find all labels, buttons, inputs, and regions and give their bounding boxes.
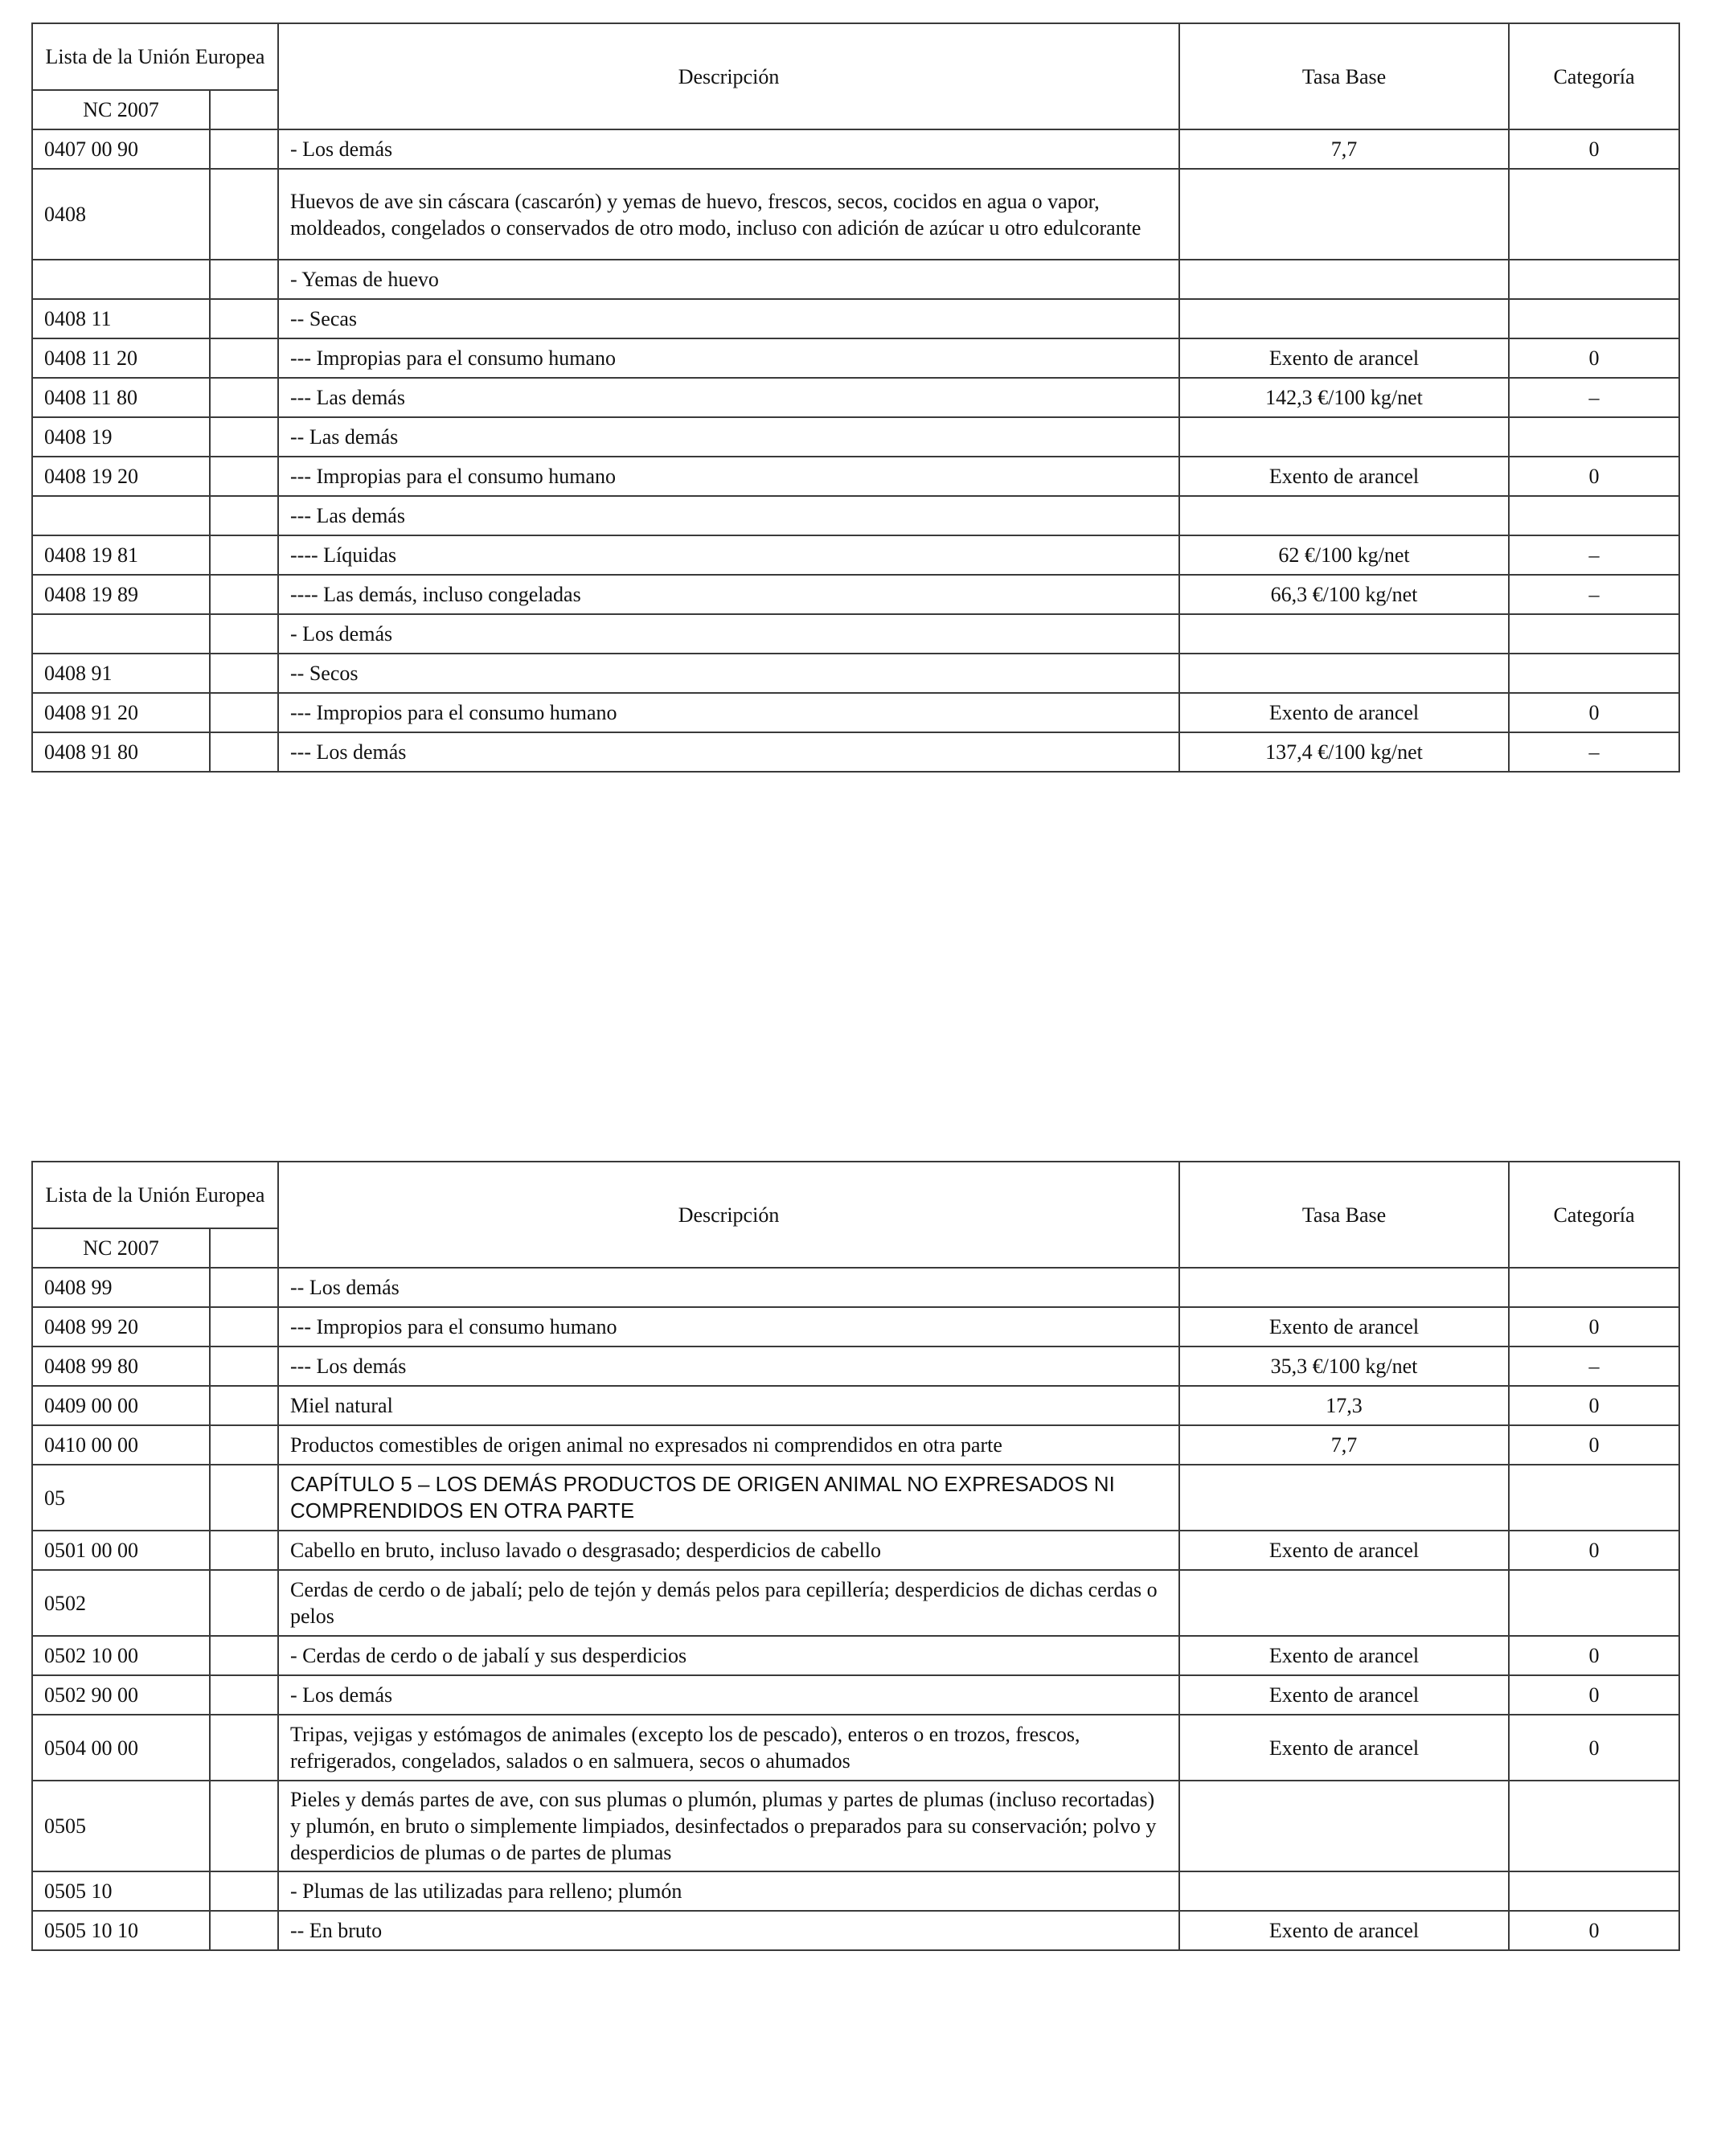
category-cell: – — [1509, 732, 1679, 772]
code-cell: 0408 19 — [32, 417, 210, 457]
code-cell: 0410 00 00 — [32, 1425, 210, 1465]
description-cell: Miel natural — [278, 1386, 1179, 1425]
code-cell — [32, 614, 210, 654]
category-cell — [1509, 260, 1679, 299]
code-cell: 0504 00 00 — [32, 1715, 210, 1781]
table-row — [32, 1346, 1679, 1386]
description-cell: --- Las demás — [278, 496, 1179, 535]
description-cell: Huevos de ave sin cáscara (cascarón) y yemas de huevo, frescos, secos, cocidos en agua o vapor, moldeados, congelados o conservados de otro modo, incluso con adición de azúcar u otro edulcorante — [278, 169, 1179, 260]
table-row — [32, 1781, 1679, 1871]
code-cell: 0408 91 — [32, 654, 210, 693]
rate-cell: 142,3 €/100 kg/net — [1179, 378, 1509, 417]
rate-cell — [1179, 260, 1509, 299]
description-cell: --- Impropias para el consumo humano — [278, 338, 1179, 378]
rate-cell: 62 €/100 kg/net — [1179, 535, 1509, 575]
description-cell: - Cerdas de cerdo o de jabalí y sus desperdicios — [278, 1636, 1179, 1675]
description-cell: - Los demás — [278, 1675, 1179, 1715]
table-row — [32, 535, 1679, 575]
blank-cell — [210, 1715, 278, 1781]
blank-cell — [210, 1425, 278, 1465]
category-cell — [1509, 1465, 1679, 1531]
category-cell: 0 — [1509, 1715, 1679, 1781]
description-cell: - Yemas de huevo — [278, 260, 1179, 299]
tariff-table-1 — [31, 23, 1680, 773]
rate-cell — [1179, 654, 1509, 693]
description-cell: -- En bruto — [278, 1911, 1179, 1950]
table-row — [32, 693, 1679, 732]
tariff-table-2 — [31, 1161, 1680, 1951]
table-row — [32, 299, 1679, 338]
category-cell — [1509, 299, 1679, 338]
blank-cell — [210, 496, 278, 535]
code-cell: 0505 — [32, 1781, 210, 1871]
category-cell: 0 — [1509, 1531, 1679, 1570]
header-category: Categoría — [1509, 23, 1679, 129]
description-cell: -- Secas — [278, 299, 1179, 338]
table-row — [32, 338, 1679, 378]
category-cell — [1509, 169, 1679, 260]
code-cell: 0408 19 81 — [32, 535, 210, 575]
table-row — [32, 1531, 1679, 1570]
table-row — [32, 1636, 1679, 1675]
rate-cell — [1179, 1570, 1509, 1636]
blank-cell — [210, 378, 278, 417]
table-row — [32, 614, 1679, 654]
blank-cell — [210, 732, 278, 772]
description-cell: --- Las demás — [278, 378, 1179, 417]
table-row — [32, 260, 1679, 299]
table-row — [32, 1871, 1679, 1911]
rate-cell — [1179, 1781, 1509, 1871]
table-row — [32, 1465, 1679, 1531]
category-cell: 0 — [1509, 1425, 1679, 1465]
description-cell: -- Secos — [278, 654, 1179, 693]
table-row — [32, 1570, 1679, 1636]
blank-cell — [210, 575, 278, 614]
category-cell: – — [1509, 378, 1679, 417]
code-cell: 0408 11 80 — [32, 378, 210, 417]
header-description: Descripción — [278, 1162, 1179, 1268]
blank-cell — [210, 1781, 278, 1871]
description-cell: - Plumas de las utilizadas para relleno; plumón — [278, 1871, 1179, 1911]
blank-cell — [210, 260, 278, 299]
table-row — [32, 575, 1679, 614]
code-cell: 05 — [32, 1465, 210, 1531]
code-cell — [32, 496, 210, 535]
rate-cell — [1179, 169, 1509, 260]
blank-cell — [210, 1268, 278, 1307]
table-row — [32, 1386, 1679, 1425]
rate-cell: 17,3 — [1179, 1386, 1509, 1425]
code-cell: 0408 99 — [32, 1268, 210, 1307]
rate-cell: Exento de arancel — [1179, 1636, 1509, 1675]
header-base-rate: Tasa Base — [1179, 1162, 1509, 1268]
table-row — [32, 496, 1679, 535]
blank-cell — [210, 169, 278, 260]
code-cell: 0408 99 20 — [32, 1307, 210, 1346]
code-cell: 0408 99 80 — [32, 1346, 210, 1386]
table-row — [32, 1425, 1679, 1465]
description-cell: Cerdas de cerdo o de jabalí; pelo de tejón y demás pelos para cepillería; desperdicios de dichas cerdas o pelos — [278, 1570, 1179, 1636]
category-cell: 0 — [1509, 457, 1679, 496]
category-cell: – — [1509, 535, 1679, 575]
category-cell: 0 — [1509, 1307, 1679, 1346]
description-cell: ---- Las demás, incluso congeladas — [278, 575, 1179, 614]
table-row — [32, 654, 1679, 693]
rate-cell: Exento de arancel — [1179, 1911, 1509, 1950]
header-base-rate: Tasa Base — [1179, 23, 1509, 129]
table-row — [32, 378, 1679, 417]
blank-cell — [210, 338, 278, 378]
code-cell: 0502 10 00 — [32, 1636, 210, 1675]
code-cell: 0408 19 89 — [32, 575, 210, 614]
code-cell: 0407 00 90 — [32, 129, 210, 169]
rate-cell — [1179, 1871, 1509, 1911]
rate-cell — [1179, 1465, 1509, 1531]
description-cell: ---- Líquidas — [278, 535, 1179, 575]
category-cell: 0 — [1509, 129, 1679, 169]
category-cell — [1509, 496, 1679, 535]
blank-cell — [210, 693, 278, 732]
description-cell: --- Impropios para el consumo humano — [278, 1307, 1179, 1346]
rate-cell: Exento de arancel — [1179, 693, 1509, 732]
table-row — [32, 1911, 1679, 1950]
category-cell — [1509, 1570, 1679, 1636]
blank-cell — [210, 1386, 278, 1425]
blank-cell — [210, 1636, 278, 1675]
blank-cell — [210, 1675, 278, 1715]
code-cell: 0409 00 00 — [32, 1386, 210, 1425]
header-blank-cell — [210, 90, 278, 129]
rate-cell — [1179, 614, 1509, 654]
table-row — [32, 1307, 1679, 1346]
description-cell: - Los demás — [278, 129, 1179, 169]
blank-cell — [210, 129, 278, 169]
table-row — [32, 1675, 1679, 1715]
header-list-label: Lista de la Unión Europea — [32, 23, 278, 90]
category-cell: – — [1509, 575, 1679, 614]
category-cell — [1509, 1871, 1679, 1911]
code-cell: 0502 90 00 — [32, 1675, 210, 1715]
blank-cell — [210, 1346, 278, 1386]
description-cell: --- Los demás — [278, 732, 1179, 772]
code-cell: 0408 — [32, 169, 210, 260]
blank-cell — [210, 1911, 278, 1950]
category-cell: 0 — [1509, 693, 1679, 732]
rate-cell: Exento de arancel — [1179, 338, 1509, 378]
rate-cell — [1179, 496, 1509, 535]
description-cell: CAPÍTULO 5 – LOS DEMÁS PRODUCTOS DE ORIGEN ANIMAL NO EXPRESADOS NI COMPRENDIDOS EN OTRA PARTE — [278, 1465, 1179, 1531]
code-cell: 0408 91 20 — [32, 693, 210, 732]
category-cell: 0 — [1509, 1911, 1679, 1950]
description-cell: Tripas, vejigas y estómagos de animales (excepto los de pescado), enteros o en trozos, frescos, refrigerados, congelados, salados o en salmuera, secos o ahumados — [278, 1715, 1179, 1781]
header-blank-cell — [210, 1228, 278, 1268]
table-row — [32, 417, 1679, 457]
category-cell: – — [1509, 1346, 1679, 1386]
blank-cell — [210, 457, 278, 496]
header-description: Descripción — [278, 23, 1179, 129]
rate-cell: 137,4 €/100 kg/net — [1179, 732, 1509, 772]
blank-cell — [210, 1465, 278, 1531]
header-nc-2007: NC 2007 — [32, 90, 210, 129]
description-cell: Productos comestibles de origen animal no expresados ni comprendidos en otra parte — [278, 1425, 1179, 1465]
rate-cell: 7,7 — [1179, 129, 1509, 169]
code-cell: 0505 10 — [32, 1871, 210, 1911]
header-nc-2007: NC 2007 — [32, 1228, 210, 1268]
blank-cell — [210, 417, 278, 457]
code-cell: 0408 91 80 — [32, 732, 210, 772]
rate-cell: Exento de arancel — [1179, 457, 1509, 496]
description-cell: - Los demás — [278, 614, 1179, 654]
rate-cell: 66,3 €/100 kg/net — [1179, 575, 1509, 614]
header-list-label: Lista de la Unión Europea — [32, 1162, 278, 1228]
blank-cell — [210, 1531, 278, 1570]
blank-cell — [210, 535, 278, 575]
description-cell: --- Impropias para el consumo humano — [278, 457, 1179, 496]
rate-cell: Exento de arancel — [1179, 1715, 1509, 1781]
category-cell — [1509, 1268, 1679, 1307]
table-row — [32, 1268, 1679, 1307]
description-cell: --- Los demás — [278, 1346, 1179, 1386]
description-cell: Pieles y demás partes de ave, con sus plumas o plumón, plumas y partes de plumas (incluso recortadas) y plumón, en bruto o simplemente limpiados, desinfectados o preparados para su conservación; polvo y desperdicios de plumas o de partes de plumas — [278, 1781, 1179, 1871]
description-cell: -- Los demás — [278, 1268, 1179, 1307]
category-cell: 0 — [1509, 1636, 1679, 1675]
blank-cell — [210, 1570, 278, 1636]
code-cell: 0408 11 20 — [32, 338, 210, 378]
category-cell — [1509, 417, 1679, 457]
code-cell: 0501 00 00 — [32, 1531, 210, 1570]
code-cell: 0408 19 20 — [32, 457, 210, 496]
rate-cell: 35,3 €/100 kg/net — [1179, 1346, 1509, 1386]
table-row — [32, 457, 1679, 496]
table-row — [32, 1715, 1679, 1781]
category-cell — [1509, 654, 1679, 693]
rate-cell — [1179, 299, 1509, 338]
rate-cell: Exento de arancel — [1179, 1531, 1509, 1570]
header-category: Categoría — [1509, 1162, 1679, 1268]
category-cell: 0 — [1509, 1675, 1679, 1715]
rate-cell: Exento de arancel — [1179, 1307, 1509, 1346]
blank-cell — [210, 1307, 278, 1346]
blank-cell — [210, 299, 278, 338]
blank-cell — [210, 1871, 278, 1911]
table-row — [32, 732, 1679, 772]
category-cell: 0 — [1509, 1386, 1679, 1425]
category-cell: 0 — [1509, 338, 1679, 378]
code-cell: 0408 11 — [32, 299, 210, 338]
blank-cell — [210, 614, 278, 654]
table-row — [32, 129, 1679, 169]
rate-cell — [1179, 1268, 1509, 1307]
code-cell — [32, 260, 210, 299]
code-cell: 0502 — [32, 1570, 210, 1636]
table-row — [32, 169, 1679, 260]
rate-cell: Exento de arancel — [1179, 1675, 1509, 1715]
blank-cell — [210, 654, 278, 693]
description-cell: Cabello en bruto, incluso lavado o desgrasado; desperdicios de cabello — [278, 1531, 1179, 1570]
rate-cell — [1179, 417, 1509, 457]
category-cell — [1509, 1781, 1679, 1871]
code-cell: 0505 10 10 — [32, 1911, 210, 1950]
description-cell: --- Impropios para el consumo humano — [278, 693, 1179, 732]
category-cell — [1509, 614, 1679, 654]
rate-cell: 7,7 — [1179, 1425, 1509, 1465]
description-cell: -- Las demás — [278, 417, 1179, 457]
